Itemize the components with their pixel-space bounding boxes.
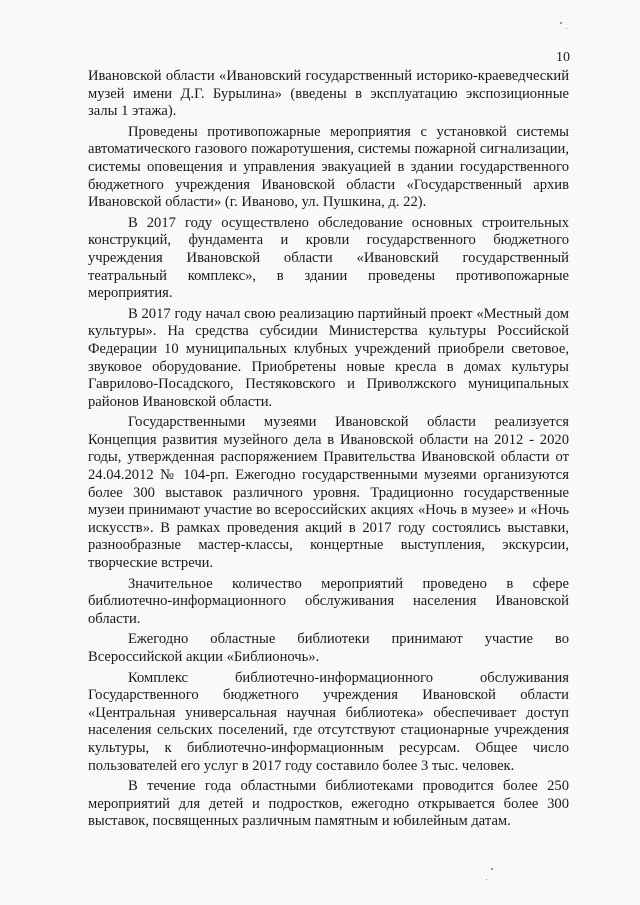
paragraph-library-services: Значительное количество мероприятий проведено в сфере библиотечно-информационного обслуживания населения Ивановской области. bbox=[88, 575, 569, 627]
scan-speck bbox=[491, 868, 493, 870]
paragraph-museum-burylin: Ивановской области «Ивановский государственный историко-краеведческий музей имени Д.Г. Бурылина» (введены в эксплуатацию экспозиционные залы 1 этажа). bbox=[88, 68, 569, 120]
paragraph-theater-inspection: В 2017 году осуществлено обследование основных строительных конструкций, фундамента и кровли государственного бюджетного учреждения Ивановской области «Ивановский государственный театральный комплекс», в здании проведены противопожарные мероприятия. bbox=[88, 214, 569, 302]
paragraph-library-complex: Комплекс библиотечно-информационного обслуживания Государственного бюджетного учреждения Ивановской области «Центральная универсальная научная библиотека» обеспечивает доступ населения сельских поселений, где отсутствуют стационарные учреждения культуры, к библиотечно-информационным ресурсам. Общее число пользователей его услуг в 2017 году составило более 3 тыс. человек. bbox=[88, 669, 569, 774]
paragraph-biblionight: Ежегодно областные библиотеки принимают участие во Всероссийской акции «Библионочь». bbox=[88, 631, 569, 665]
paragraph-museum-concept: Государственными музеями Ивановской области реализуется Концепция развития музейного дела в Ивановской области на 2012 - 2020 годы, утвержденная распоряжением Правительства Ивановской области от 24.04.2012 № 104-рп. Ежегодно государственными музеями организуются более 300 выставок различного уровня. Традиционно государственные музеи принимают участие во всероссийских акциях «Ночь в музее» и «Ночь искусств». В рамках проведения акций в 2017 году состоялись выставки, разнообразные мастер-классы, концертные выступления, экскурсии, творческие встречи. bbox=[88, 414, 569, 572]
paragraph-library-events: В течение года областными библиотеками проводится более 250 мероприятий для детей и подростков, ежегодно открывается более 300 выставок, посвященных различным памятным и юбилейным датам. bbox=[88, 778, 569, 830]
page-number: 10 bbox=[556, 50, 570, 65]
paragraph-local-culture-house: В 2017 году начал свою реализацию партийный проект «Местный дом культуры». На средства субсидии Министерства культуры Российской Федерации 10 муниципальных клубных учреждений приобрели световое, звуковое оборудование. Приобретены новые кресла в домах культуры Гаврилово-Посадского, Пестяковского и Приволжского муниципальных районов Ивановской области. bbox=[88, 305, 569, 410]
document-body bbox=[88, 68, 569, 834]
scan-speck bbox=[560, 22, 562, 24]
scan-speck bbox=[566, 28, 567, 29]
scan-speck bbox=[486, 879, 487, 880]
paragraph-fire-safety-archive: Проведены противопожарные мероприятия с установкой системы автоматического газового пожаротушения, системы пожарной сигнализации, системы оповещения и управления эвакуацией в здании государственного бюджетного учреждения Ивановской области «Государственный архив Ивановской области» (г. Иваново, ул. Пушкина, д. 22). bbox=[88, 123, 569, 211]
